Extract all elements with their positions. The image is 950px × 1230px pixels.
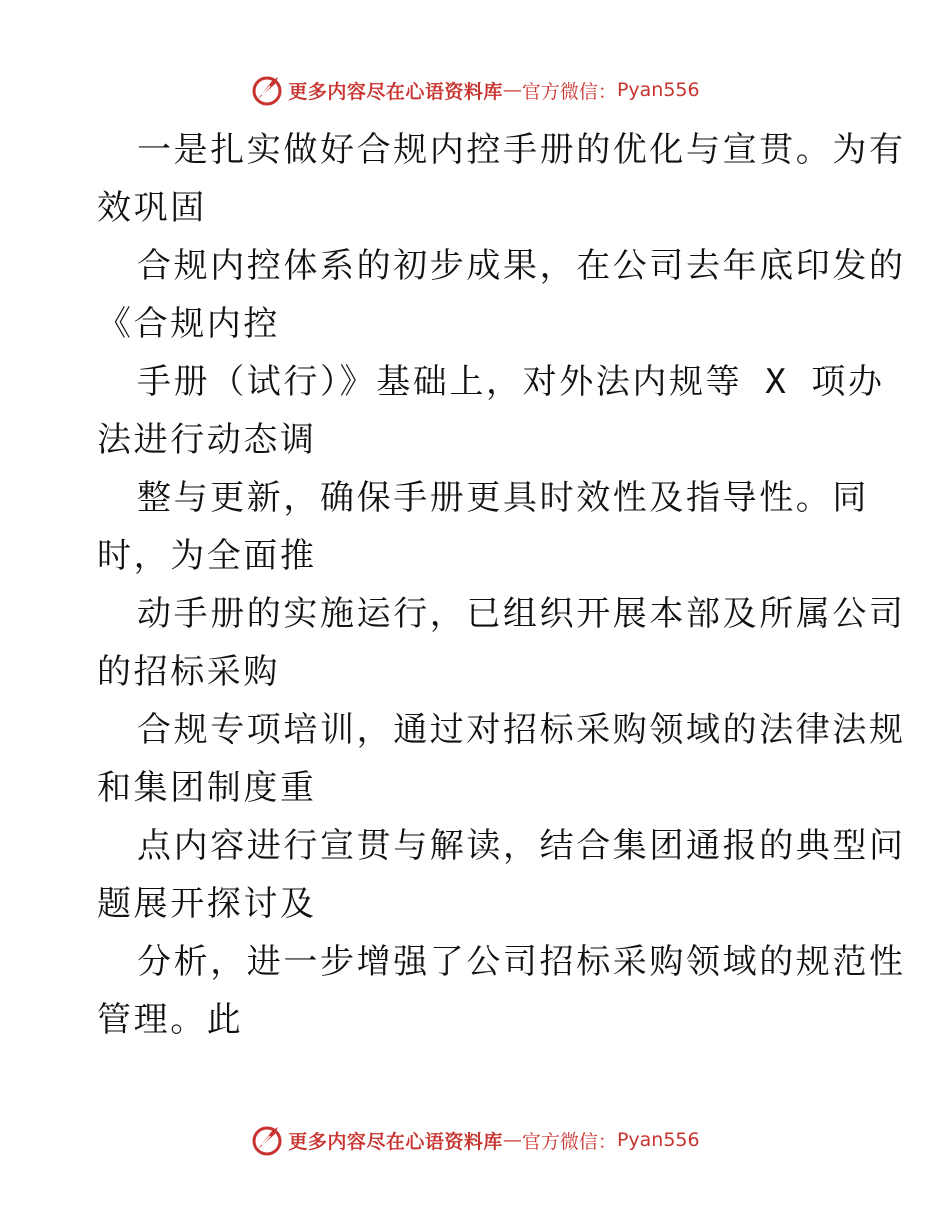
banner-main-text: 更多内容尽在心语资料库 [288, 80, 503, 103]
banner-main-text: 更多内容尽在心语资料库 [288, 1130, 503, 1153]
text-line: 一是扎实做好合规内控手册的优化与宣贯。为有 [137, 130, 906, 170]
banner-wechat-account: Pyan556 [616, 1129, 700, 1151]
banner-separator: — [502, 79, 522, 101]
text-line: 合规专项培训，通过对招标采购领域的法律法规 [137, 710, 906, 750]
text-line: 时，为全面推 [97, 536, 317, 576]
text-line: 题展开探讨及 [97, 884, 317, 924]
text-line: 动手册的实施运行，已组织开展本部及所属公司 [137, 594, 906, 634]
text-line: 法进行动态调 [97, 420, 317, 460]
text-line: 点内容进行宣贯与解读，结合集团通报的典型问 [137, 826, 906, 866]
text-line: 合规内控体系的初步成果，在公司去年底印发的 [137, 246, 906, 286]
document-body [97, 121, 906, 1049]
text-line: 《合规内控 [97, 304, 280, 344]
text-line: 整与更新，确保手册更具时效性及指导性。同 [137, 478, 869, 518]
header-banner [0, 70, 950, 110]
text-line: 手册（试行）》基础上，对外法内规等 X 项办 [137, 362, 885, 402]
quill-pen-seal-icon [250, 73, 284, 107]
footer-banner [0, 1120, 950, 1160]
banner-wechat-label: 官方微信： [521, 1130, 617, 1153]
text-line: 分析，进一步增强了公司招标采购领域的规范性 [137, 942, 906, 982]
banner-separator: — [502, 1129, 522, 1151]
text-line: 和集团制度重 [97, 768, 317, 808]
text-line: 管理。此 [97, 1000, 244, 1040]
banner-wechat-account: Pyan556 [616, 79, 700, 101]
text-line: 的招标采购 [97, 652, 280, 692]
text-line: 效巩固 [97, 188, 207, 228]
banner-wechat-label: 官方微信： [521, 80, 617, 103]
quill-pen-seal-icon [250, 1123, 284, 1157]
